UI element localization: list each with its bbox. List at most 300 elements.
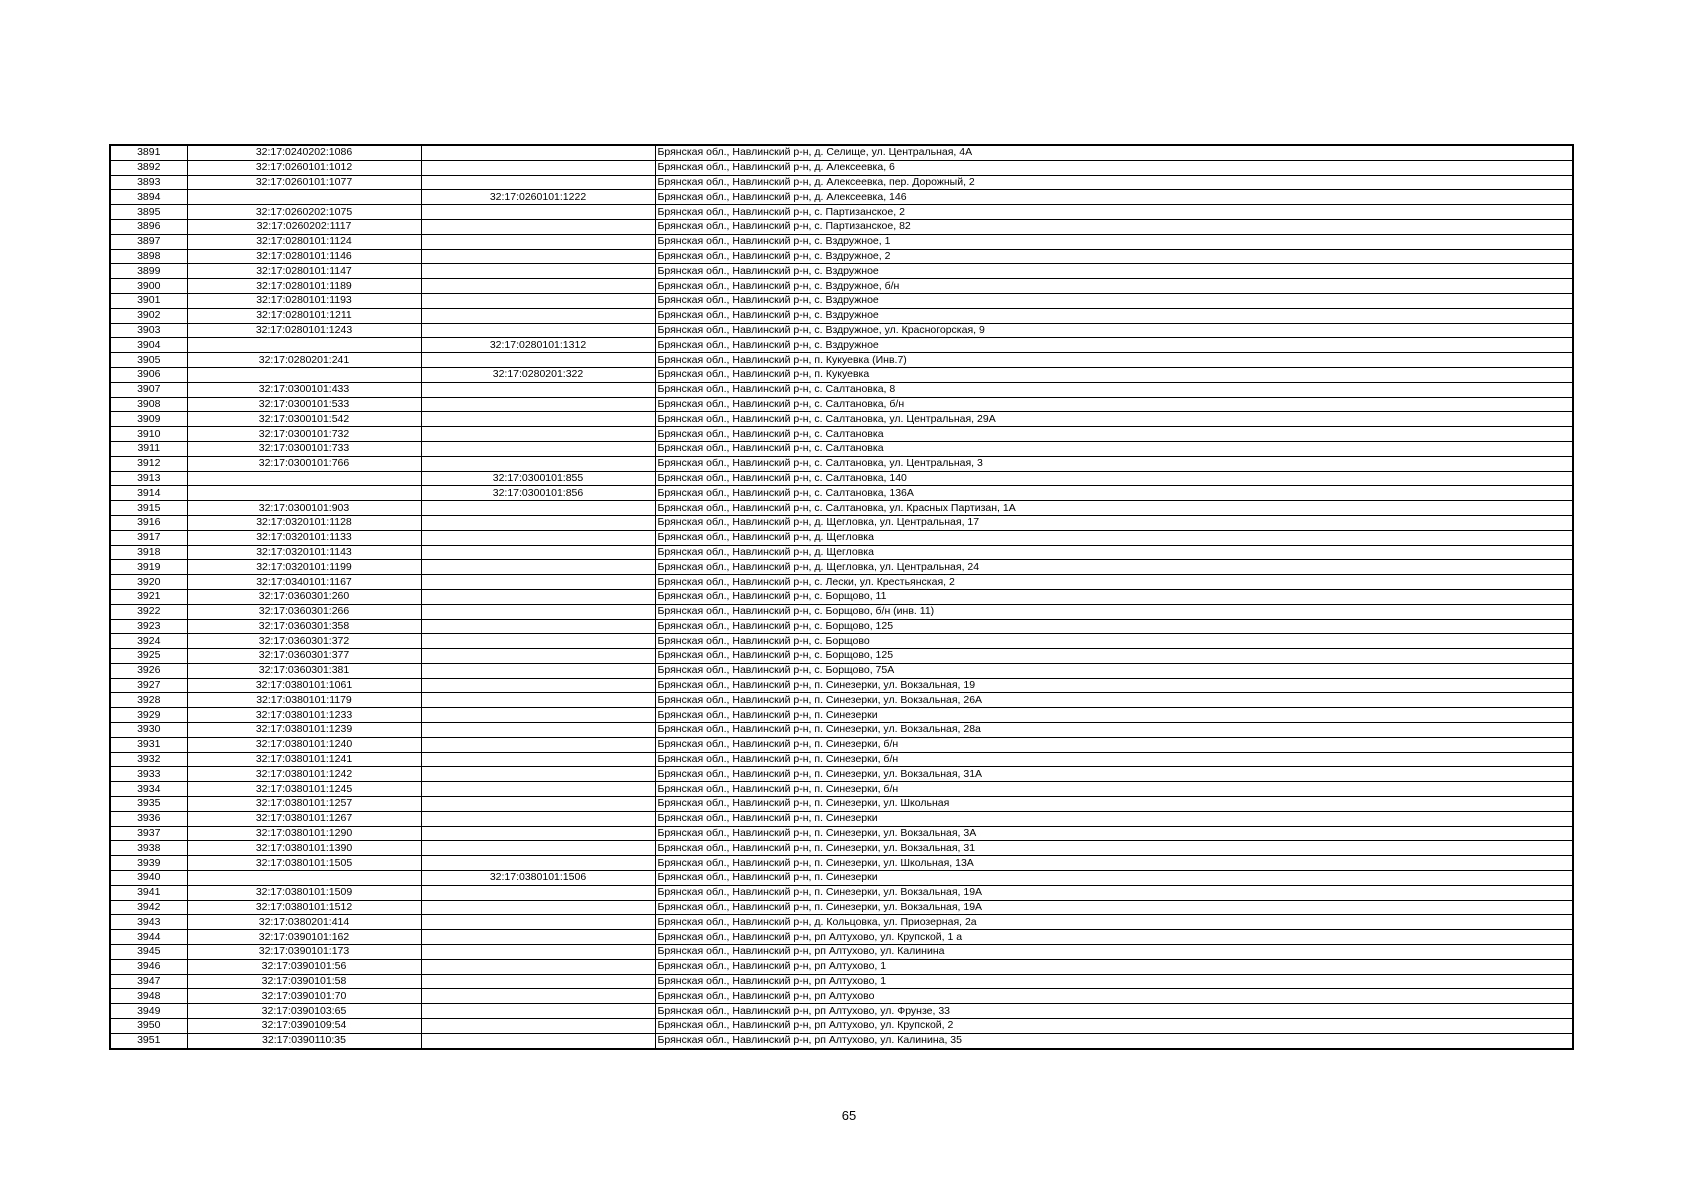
- second-cadastral-number-cell: [421, 930, 655, 945]
- second-cadastral-number-cell: [421, 545, 655, 560]
- address-cell: Брянская обл., Навлинский р-н, п. Синезерки, ул. Вокзальная, 19А: [655, 885, 1573, 900]
- second-cadastral-number-cell: [421, 1004, 655, 1019]
- row-number-cell: 3912: [110, 456, 187, 471]
- cadastral-number-cell: 32:17:0260101:1012: [187, 160, 421, 175]
- row-number-cell: 3946: [110, 959, 187, 974]
- second-cadastral-number-cell: [421, 826, 655, 841]
- address-cell: Брянская обл., Навлинский р-н, с. Салтановка: [655, 427, 1573, 442]
- cadastral-number-cell: 32:17:0320101:1143: [187, 545, 421, 560]
- table-row: [110, 353, 1573, 368]
- address-cell: Брянская обл., Навлинский р-н, с. Салтановка, ул. Центральная, 29А: [655, 412, 1573, 427]
- address-cell: Брянская обл., Навлинский р-н, с. Борщово, б/н (инв. 11): [655, 604, 1573, 619]
- address-cell: Брянская обл., Навлинский р-н, п. Кукуевка (Инв.7): [655, 353, 1573, 368]
- table-row: [110, 293, 1573, 308]
- row-number-cell: 3903: [110, 323, 187, 338]
- table-row: [110, 678, 1573, 693]
- cadastral-number-cell: 32:17:0360301:358: [187, 619, 421, 634]
- address-cell: Брянская обл., Навлинский р-н, с. Лески, ул. Крестьянская, 2: [655, 575, 1573, 590]
- table-row: [110, 145, 1573, 160]
- second-cadastral-number-cell: [421, 619, 655, 634]
- cadastral-number-cell: 32:17:0390103:65: [187, 1004, 421, 1019]
- table-row: [110, 323, 1573, 338]
- row-number-cell: 3951: [110, 1033, 187, 1048]
- address-cell: Брянская обл., Навлинский р-н, с. Салтановка, ул. Центральная, 3: [655, 456, 1573, 471]
- address-cell: Брянская обл., Навлинский р-н, д. Алексеевка, пер. Дорожный, 2: [655, 175, 1573, 190]
- cadastral-number-cell: 32:17:0380101:1245: [187, 782, 421, 797]
- address-cell: Брянская обл., Навлинский р-н, с. Вздружное: [655, 293, 1573, 308]
- address-cell: Брянская обл., Навлинский р-н, п. Синезерки, ул. Вокзальная, 31А: [655, 767, 1573, 782]
- address-cell: Брянская обл., Навлинский р-н, п. Синезерки: [655, 811, 1573, 826]
- table-row: [110, 219, 1573, 234]
- table-row: [110, 708, 1573, 723]
- second-cadastral-number-cell: [421, 382, 655, 397]
- table-row: [110, 589, 1573, 604]
- second-cadastral-number-cell: [421, 649, 655, 664]
- cadastral-number-cell: 32:17:0380101:1061: [187, 678, 421, 693]
- cadastral-number-cell: [187, 367, 421, 382]
- address-cell: Брянская обл., Навлинский р-н, п. Синезерки: [655, 708, 1573, 723]
- address-cell: Брянская обл., Навлинский р-н, с. Салтановка, 8: [655, 382, 1573, 397]
- row-number-cell: 3919: [110, 560, 187, 575]
- cadastral-number-cell: 32:17:0280101:1124: [187, 234, 421, 249]
- address-cell: Брянская обл., Навлинский р-н, п. Синезерки: [655, 871, 1573, 886]
- address-cell: Брянская обл., Навлинский р-н, с. Вздружное, б/н: [655, 279, 1573, 294]
- cadastral-number-cell: [187, 871, 421, 886]
- second-cadastral-number-cell: [421, 900, 655, 915]
- address-cell: Брянская обл., Навлинский р-н, рп Алтухово, ул. Крупской, 2: [655, 1019, 1573, 1034]
- cadastral-number-cell: 32:17:0320101:1199: [187, 560, 421, 575]
- row-number-cell: 3928: [110, 693, 187, 708]
- table-row: [110, 1019, 1573, 1034]
- cadastral-number-cell: 32:17:0300101:766: [187, 456, 421, 471]
- table-row: [110, 989, 1573, 1004]
- cadastral-number-cell: 32:17:0380101:1290: [187, 826, 421, 841]
- second-cadastral-number-cell: [421, 737, 655, 752]
- cadastral-number-cell: 32:17:0280101:1243: [187, 323, 421, 338]
- table-row: [110, 767, 1573, 782]
- table-row: [110, 515, 1573, 530]
- second-cadastral-number-cell: [421, 575, 655, 590]
- cadastral-number-cell: 32:17:0300101:903: [187, 501, 421, 516]
- address-cell: Брянская обл., Навлинский р-н, д. Алексеевка, 6: [655, 160, 1573, 175]
- table-row: [110, 856, 1573, 871]
- second-cadastral-number-cell: 32:17:0280201:322: [421, 367, 655, 382]
- cadastral-number-cell: 32:17:0280101:1211: [187, 308, 421, 323]
- row-number-cell: 3891: [110, 145, 187, 160]
- second-cadastral-number-cell: [421, 708, 655, 723]
- address-cell: Брянская обл., Навлинский р-н, п. Синезерки, ул. Вокзальная, 31: [655, 841, 1573, 856]
- row-number-cell: 3905: [110, 353, 187, 368]
- second-cadastral-number-cell: [421, 693, 655, 708]
- second-cadastral-number-cell: [421, 589, 655, 604]
- address-cell: Брянская обл., Навлинский р-н, п. Синезерки, ул. Вокзальная, 19: [655, 678, 1573, 693]
- address-cell: Брянская обл., Навлинский р-н, п. Синезерки, ул. Вокзальная, 28а: [655, 723, 1573, 738]
- row-number-cell: 3904: [110, 338, 187, 353]
- cadastral-number-cell: 32:17:0380201:414: [187, 915, 421, 930]
- cadastral-number-cell: 32:17:0390101:173: [187, 945, 421, 960]
- second-cadastral-number-cell: [421, 945, 655, 960]
- row-number-cell: 3934: [110, 782, 187, 797]
- row-number-cell: 3945: [110, 945, 187, 960]
- address-cell: Брянская обл., Навлинский р-н, с. Партизанское, 2: [655, 205, 1573, 220]
- table-row: [110, 619, 1573, 634]
- row-number-cell: 3938: [110, 841, 187, 856]
- address-cell: Брянская обл., Навлинский р-н, рп Алтухово, 1: [655, 974, 1573, 989]
- table-row: [110, 234, 1573, 249]
- address-cell: Брянская обл., Навлинский р-н, д. Селище, ул. Центральная, 4А: [655, 145, 1573, 160]
- cadastral-number-cell: 32:17:0360301:260: [187, 589, 421, 604]
- table-row: [110, 900, 1573, 915]
- second-cadastral-number-cell: [421, 219, 655, 234]
- address-cell: Брянская обл., Навлинский р-н, д. Щегловка: [655, 545, 1573, 560]
- row-number-cell: 3935: [110, 797, 187, 812]
- second-cadastral-number-cell: [421, 160, 655, 175]
- cadastral-number-cell: 32:17:0380101:1239: [187, 723, 421, 738]
- cadastral-number-cell: 32:17:0260202:1117: [187, 219, 421, 234]
- cadastral-number-cell: 32:17:0390101:58: [187, 974, 421, 989]
- row-number-cell: 3942: [110, 900, 187, 915]
- address-cell: Брянская обл., Навлинский р-н, с. Вздружное, ул. Красногорская, 9: [655, 323, 1573, 338]
- row-number-cell: 3936: [110, 811, 187, 826]
- row-number-cell: 3895: [110, 205, 187, 220]
- address-cell: Брянская обл., Навлинский р-н, п. Синезерки, ул. Вокзальная, 19А: [655, 900, 1573, 915]
- cadastral-number-cell: 32:17:0300101:433: [187, 382, 421, 397]
- row-number-cell: 3933: [110, 767, 187, 782]
- cadastral-number-cell: 32:17:0280201:241: [187, 353, 421, 368]
- second-cadastral-number-cell: [421, 308, 655, 323]
- table-row: [110, 412, 1573, 427]
- row-number-cell: 3932: [110, 752, 187, 767]
- second-cadastral-number-cell: [421, 427, 655, 442]
- table-row: [110, 160, 1573, 175]
- row-number-cell: 3893: [110, 175, 187, 190]
- table-row: [110, 871, 1573, 886]
- registry-table: [109, 144, 1574, 1050]
- table-row: [110, 397, 1573, 412]
- second-cadastral-number-cell: [421, 249, 655, 264]
- address-cell: Брянская обл., Навлинский р-н, д. Щегловка, ул. Центральная, 17: [655, 515, 1573, 530]
- address-cell: Брянская обл., Навлинский р-н, с. Вздружное: [655, 308, 1573, 323]
- row-number-cell: 3916: [110, 515, 187, 530]
- cadastral-number-cell: [187, 338, 421, 353]
- address-cell: Брянская обл., Навлинский р-н, с. Вздружное, 2: [655, 249, 1573, 264]
- cadastral-number-cell: [187, 486, 421, 501]
- address-cell: Брянская обл., Навлинский р-н, п. Синезерки, б/н: [655, 737, 1573, 752]
- row-number-cell: 3941: [110, 885, 187, 900]
- cadastral-number-cell: 32:17:0280101:1193: [187, 293, 421, 308]
- second-cadastral-number-cell: [421, 293, 655, 308]
- cadastral-number-cell: [187, 190, 421, 205]
- table-row: [110, 1004, 1573, 1019]
- second-cadastral-number-cell: [421, 752, 655, 767]
- address-cell: Брянская обл., Навлинский р-н, с. Борщово: [655, 634, 1573, 649]
- cadastral-number-cell: 32:17:0380101:1390: [187, 841, 421, 856]
- cadastral-number-cell: 32:17:0390101:162: [187, 930, 421, 945]
- address-cell: Брянская обл., Навлинский р-н, с. Вздружное: [655, 338, 1573, 353]
- row-number-cell: 3902: [110, 308, 187, 323]
- address-cell: Брянская обл., Навлинский р-н, п. Синезерки, ул. Школьная: [655, 797, 1573, 812]
- row-number-cell: 3920: [110, 575, 187, 590]
- row-number-cell: 3910: [110, 427, 187, 442]
- row-number-cell: 3925: [110, 649, 187, 664]
- table-row: [110, 190, 1573, 205]
- cadastral-number-cell: 32:17:0380101:1505: [187, 856, 421, 871]
- second-cadastral-number-cell: [421, 856, 655, 871]
- row-number-cell: 3898: [110, 249, 187, 264]
- second-cadastral-number-cell: [421, 279, 655, 294]
- address-cell: Брянская обл., Навлинский р-н, с. Салтановка, б/н: [655, 397, 1573, 412]
- row-number-cell: 3896: [110, 219, 187, 234]
- second-cadastral-number-cell: [421, 234, 655, 249]
- address-cell: Брянская обл., Навлинский р-н, с. Салтановка, 136А: [655, 486, 1573, 501]
- table-row: [110, 663, 1573, 678]
- address-cell: Брянская обл., Навлинский р-н, с. Борщово, 75А: [655, 663, 1573, 678]
- table-row: [110, 649, 1573, 664]
- table-row: [110, 945, 1573, 960]
- second-cadastral-number-cell: [421, 885, 655, 900]
- table-row: [110, 441, 1573, 456]
- row-number-cell: 3913: [110, 471, 187, 486]
- address-cell: Брянская обл., Навлинский р-н, с. Партизанское, 82: [655, 219, 1573, 234]
- row-number-cell: 3914: [110, 486, 187, 501]
- address-cell: Брянская обл., Навлинский р-н, с. Борщово, 11: [655, 589, 1573, 604]
- address-cell: Брянская обл., Навлинский р-н, д. Щегловка: [655, 530, 1573, 545]
- cadastral-number-cell: 32:17:0390109:54: [187, 1019, 421, 1034]
- table-row: [110, 308, 1573, 323]
- table-row: [110, 456, 1573, 471]
- row-number-cell: 3918: [110, 545, 187, 560]
- row-number-cell: 3930: [110, 723, 187, 738]
- cadastral-number-cell: 32:17:0390101:56: [187, 959, 421, 974]
- cadastral-number-cell: 32:17:0320101:1128: [187, 515, 421, 530]
- second-cadastral-number-cell: [421, 501, 655, 516]
- cadastral-number-cell: 32:17:0360301:381: [187, 663, 421, 678]
- row-number-cell: 3937: [110, 826, 187, 841]
- address-cell: Брянская обл., Навлинский р-н, с. Борщово, 125: [655, 649, 1573, 664]
- cadastral-number-cell: 32:17:0280101:1189: [187, 279, 421, 294]
- table-row: [110, 826, 1573, 841]
- table-row: [110, 575, 1573, 590]
- table-row: [110, 545, 1573, 560]
- table-row: [110, 797, 1573, 812]
- second-cadastral-number-cell: [421, 767, 655, 782]
- table-row: [110, 974, 1573, 989]
- second-cadastral-number-cell: [421, 634, 655, 649]
- cadastral-number-cell: 32:17:0280101:1146: [187, 249, 421, 264]
- row-number-cell: 3897: [110, 234, 187, 249]
- table-row: [110, 367, 1573, 382]
- cadastral-number-cell: 32:17:0380101:1267: [187, 811, 421, 826]
- table-row: [110, 885, 1573, 900]
- page-number: 65: [841, 1108, 857, 1123]
- row-number-cell: 3924: [110, 634, 187, 649]
- second-cadastral-number-cell: 32:17:0300101:855: [421, 471, 655, 486]
- table-row: [110, 1033, 1573, 1048]
- row-number-cell: 3949: [110, 1004, 187, 1019]
- cadastral-number-cell: 32:17:0260202:1075: [187, 205, 421, 220]
- cadastral-number-cell: 32:17:0300101:733: [187, 441, 421, 456]
- address-cell: Брянская обл., Навлинский р-н, с. Салтановка, ул. Красных Партизан, 1А: [655, 501, 1573, 516]
- address-cell: Брянская обл., Навлинский р-н, рп Алтухово, ул. Фрунзе, 33: [655, 1004, 1573, 1019]
- address-cell: Брянская обл., Навлинский р-н, с. Борщово, 125: [655, 619, 1573, 634]
- row-number-cell: 3915: [110, 501, 187, 516]
- second-cadastral-number-cell: [421, 205, 655, 220]
- second-cadastral-number-cell: 32:17:0260101:1222: [421, 190, 655, 205]
- cadastral-number-cell: 32:17:0390110:35: [187, 1033, 421, 1048]
- table-row: [110, 737, 1573, 752]
- table-row: [110, 486, 1573, 501]
- second-cadastral-number-cell: [421, 797, 655, 812]
- second-cadastral-number-cell: [421, 989, 655, 1004]
- table-body: [110, 145, 1573, 1049]
- second-cadastral-number-cell: 32:17:0300101:856: [421, 486, 655, 501]
- table-row: [110, 471, 1573, 486]
- address-cell: Брянская обл., Навлинский р-н, рп Алтухово, ул. Крупской, 1 а: [655, 930, 1573, 945]
- table-row: [110, 279, 1573, 294]
- table-row: [110, 782, 1573, 797]
- cadastral-number-cell: 32:17:0380101:1512: [187, 900, 421, 915]
- address-cell: Брянская обл., Навлинский р-н, п. Синезерки, б/н: [655, 782, 1573, 797]
- address-cell: Брянская обл., Навлинский р-н, рп Алтухово, ул. Калинина: [655, 945, 1573, 960]
- table-row: [110, 930, 1573, 945]
- address-cell: Брянская обл., Навлинский р-н, д. Щегловка, ул. Центральная, 24: [655, 560, 1573, 575]
- row-number-cell: 3939: [110, 856, 187, 871]
- cadastral-number-cell: 32:17:0280101:1147: [187, 264, 421, 279]
- row-number-cell: 3947: [110, 974, 187, 989]
- table-row: [110, 915, 1573, 930]
- address-cell: Брянская обл., Навлинский р-н, п. Синезерки, б/н: [655, 752, 1573, 767]
- cadastral-number-cell: [187, 471, 421, 486]
- table-row: [110, 841, 1573, 856]
- cadastral-number-cell: 32:17:0390101:70: [187, 989, 421, 1004]
- second-cadastral-number-cell: 32:17:0280101:1312: [421, 338, 655, 353]
- address-cell: Брянская обл., Навлинский р-н, с. Салтановка: [655, 441, 1573, 456]
- table-row: [110, 501, 1573, 516]
- row-number-cell: 3917: [110, 530, 187, 545]
- second-cadastral-number-cell: [421, 663, 655, 678]
- row-number-cell: 3894: [110, 190, 187, 205]
- second-cadastral-number-cell: [421, 678, 655, 693]
- cadastral-number-cell: 32:17:0340101:1167: [187, 575, 421, 590]
- row-number-cell: 3899: [110, 264, 187, 279]
- second-cadastral-number-cell: [421, 974, 655, 989]
- second-cadastral-number-cell: [421, 560, 655, 575]
- table-row: [110, 205, 1573, 220]
- cadastral-number-cell: 32:17:0300101:542: [187, 412, 421, 427]
- second-cadastral-number-cell: 32:17:0380101:1506: [421, 871, 655, 886]
- row-number-cell: 3907: [110, 382, 187, 397]
- table-row: [110, 427, 1573, 442]
- table-row: [110, 530, 1573, 545]
- table-row: [110, 249, 1573, 264]
- address-cell: Брянская обл., Навлинский р-н, д. Алексеевка, 146: [655, 190, 1573, 205]
- address-cell: Брянская обл., Навлинский р-н, рп Алтухово, 1: [655, 959, 1573, 974]
- cadastral-number-cell: 32:17:0240202:1086: [187, 145, 421, 160]
- row-number-cell: 3922: [110, 604, 187, 619]
- table-row: [110, 264, 1573, 279]
- row-number-cell: 3927: [110, 678, 187, 693]
- second-cadastral-number-cell: [421, 456, 655, 471]
- row-number-cell: 3950: [110, 1019, 187, 1034]
- second-cadastral-number-cell: [421, 441, 655, 456]
- cadastral-number-cell: 32:17:0300101:533: [187, 397, 421, 412]
- second-cadastral-number-cell: [421, 1033, 655, 1048]
- address-cell: Брянская обл., Навлинский р-н, п. Синезерки, ул. Вокзальная, 3А: [655, 826, 1573, 841]
- second-cadastral-number-cell: [421, 604, 655, 619]
- second-cadastral-number-cell: [421, 264, 655, 279]
- table-row: [110, 338, 1573, 353]
- table-row: [110, 752, 1573, 767]
- cadastral-number-cell: 32:17:0380101:1509: [187, 885, 421, 900]
- row-number-cell: 3926: [110, 663, 187, 678]
- row-number-cell: 3923: [110, 619, 187, 634]
- table-row: [110, 175, 1573, 190]
- second-cadastral-number-cell: [421, 412, 655, 427]
- cadastral-number-cell: 32:17:0380101:1241: [187, 752, 421, 767]
- table-row: [110, 723, 1573, 738]
- table-row: [110, 560, 1573, 575]
- row-number-cell: 3944: [110, 930, 187, 945]
- row-number-cell: 3906: [110, 367, 187, 382]
- row-number-cell: 3901: [110, 293, 187, 308]
- second-cadastral-number-cell: [421, 723, 655, 738]
- address-cell: Брянская обл., Навлинский р-н, рп Алтухово: [655, 989, 1573, 1004]
- table-row: [110, 959, 1573, 974]
- second-cadastral-number-cell: [421, 530, 655, 545]
- row-number-cell: 3931: [110, 737, 187, 752]
- row-number-cell: 3900: [110, 279, 187, 294]
- second-cadastral-number-cell: [421, 782, 655, 797]
- cadastral-number-cell: 32:17:0320101:1133: [187, 530, 421, 545]
- cadastral-number-cell: 32:17:0260101:1077: [187, 175, 421, 190]
- second-cadastral-number-cell: [421, 175, 655, 190]
- row-number-cell: 3921: [110, 589, 187, 604]
- second-cadastral-number-cell: [421, 323, 655, 338]
- table-row: [110, 811, 1573, 826]
- address-cell: Брянская обл., Навлинский р-н, с. Салтановка, 140: [655, 471, 1573, 486]
- table-row: [110, 693, 1573, 708]
- table-row: [110, 604, 1573, 619]
- second-cadastral-number-cell: [421, 959, 655, 974]
- second-cadastral-number-cell: [421, 811, 655, 826]
- row-number-cell: 3940: [110, 871, 187, 886]
- cadastral-number-cell: 32:17:0380101:1179: [187, 693, 421, 708]
- row-number-cell: 3929: [110, 708, 187, 723]
- second-cadastral-number-cell: [421, 515, 655, 530]
- address-cell: Брянская обл., Навлинский р-н, с. Вздружное, 1: [655, 234, 1573, 249]
- address-cell: Брянская обл., Навлинский р-н, п. Кукуевка: [655, 367, 1573, 382]
- cadastral-number-cell: 32:17:0300101:732: [187, 427, 421, 442]
- second-cadastral-number-cell: [421, 841, 655, 856]
- address-cell: Брянская обл., Навлинский р-н, с. Вздружное: [655, 264, 1573, 279]
- cadastral-number-cell: 32:17:0360301:372: [187, 634, 421, 649]
- second-cadastral-number-cell: [421, 1019, 655, 1034]
- table-row: [110, 382, 1573, 397]
- row-number-cell: 3943: [110, 915, 187, 930]
- second-cadastral-number-cell: [421, 145, 655, 160]
- row-number-cell: 3892: [110, 160, 187, 175]
- row-number-cell: 3911: [110, 441, 187, 456]
- address-cell: Брянская обл., Навлинский р-н, п. Синезерки, ул. Школьная, 13А: [655, 856, 1573, 871]
- row-number-cell: 3948: [110, 989, 187, 1004]
- cadastral-number-cell: 32:17:0360301:377: [187, 649, 421, 664]
- table-row: [110, 634, 1573, 649]
- cadastral-number-cell: 32:17:0380101:1242: [187, 767, 421, 782]
- row-number-cell: 3909: [110, 412, 187, 427]
- row-number-cell: 3908: [110, 397, 187, 412]
- address-cell: Брянская обл., Навлинский р-н, рп Алтухово, ул. Калинина, 35: [655, 1033, 1573, 1048]
- second-cadastral-number-cell: [421, 915, 655, 930]
